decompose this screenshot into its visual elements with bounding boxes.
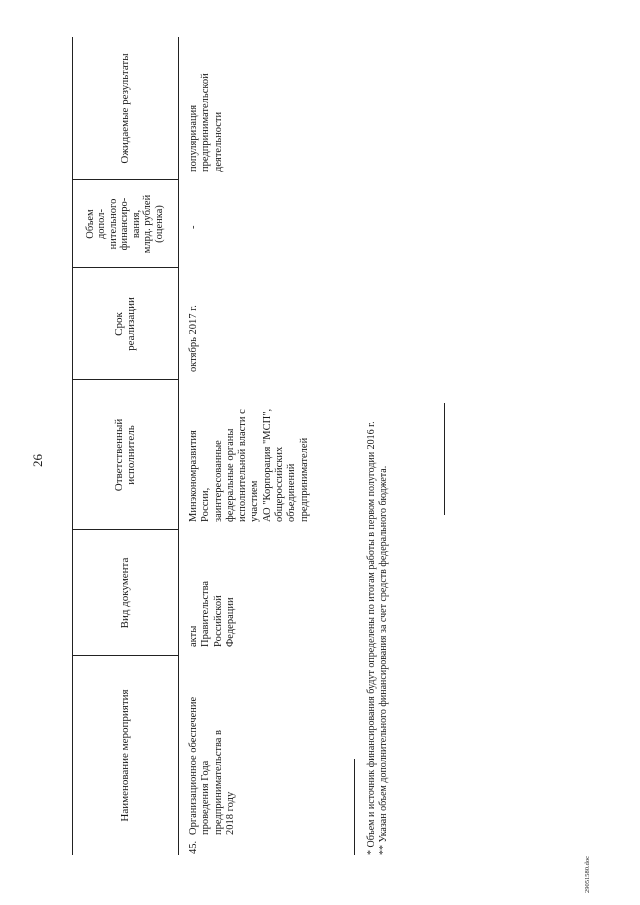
header-funding: Объем допол- нительного финансиро- вания, млрд. рублей (оценка) — [84, 194, 165, 254]
cell-funding: - — [188, 225, 199, 229]
header-name: Наименование мероприятия — [119, 689, 131, 822]
cell-results: популяризация предпринимательской деятельности — [188, 73, 224, 172]
header-deadline: Срок реализации — [113, 297, 137, 351]
cell-doc-type: акты Правительства Российской Федерации — [188, 580, 236, 647]
end-rule — [444, 403, 445, 515]
cell-deadline: октябрь 2017 г. — [188, 305, 199, 372]
header-doc-type: Вид документа — [119, 557, 131, 629]
footnote-1: * Объем и источник финансирования будут определены по итогам работы в первом полугодии 2016 г. — [366, 421, 377, 855]
document-code: 29051580.doc — [584, 855, 591, 893]
row-number: 45. — [188, 840, 199, 854]
cell-name: Организационное обеспечение проведения Года предпринимательства в 2018 году — [188, 696, 236, 835]
footnote-2: ** Указан объем дополнительного финансирования за счет средств федерального бюджета. — [378, 465, 389, 855]
header-executor: Ответственный исполнитель — [113, 418, 137, 492]
page-number: 26 — [30, 454, 45, 467]
header-results: Ожидаемые результаты — [119, 53, 131, 164]
header-bottom-border — [178, 37, 179, 855]
cell-executor: Минэкономразвития России, заинтересованные федеральные органы исполнительной власти с участием АО "Корпорация "МСП", общероссийских объединений предпринимателей — [188, 408, 310, 522]
footnote-separator — [354, 759, 355, 855]
